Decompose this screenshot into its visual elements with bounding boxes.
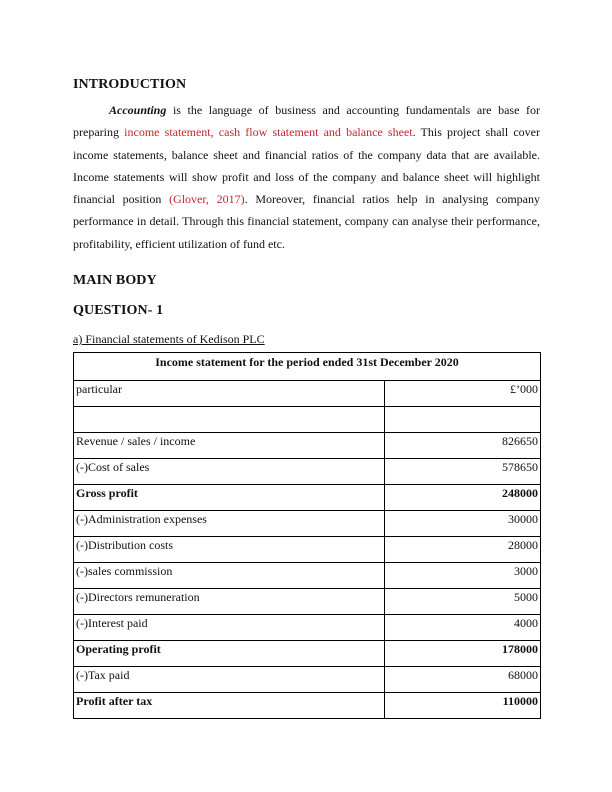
row-label xyxy=(74,407,385,433)
row-value: 578650 xyxy=(385,459,541,485)
row-value: 248000 xyxy=(385,485,541,511)
table-row xyxy=(74,641,541,667)
section-subheading: a) Financial statements of Kedison PLC xyxy=(73,332,265,346)
table-row xyxy=(74,485,541,511)
row-label: (-)Distribution costs xyxy=(74,537,385,563)
header-unit: £’000 xyxy=(385,381,541,407)
row-value: 3000 xyxy=(385,563,541,589)
row-label: (-)Cost of sales xyxy=(74,459,385,485)
row-label: Operating profit xyxy=(74,641,385,667)
table-row xyxy=(74,511,541,537)
row-value: 30000 xyxy=(385,511,541,537)
question-heading: QUESTION- 1 xyxy=(73,303,164,318)
main-body-heading: MAIN BODY xyxy=(73,273,157,288)
row-value: 28000 xyxy=(385,537,541,563)
row-label: Gross profit xyxy=(74,485,385,511)
row-value xyxy=(385,407,541,433)
row-label: (-)Administration expenses xyxy=(74,511,385,537)
table-title: Income statement for the period ended 31st December 2020 xyxy=(74,353,541,381)
row-label: Profit after tax xyxy=(74,693,385,719)
table-row xyxy=(74,459,541,485)
row-value: 5000 xyxy=(385,589,541,615)
table-row xyxy=(74,589,541,615)
introduction-heading: INTRODUCTION xyxy=(73,77,187,92)
row-label: Revenue / sales / income xyxy=(74,433,385,459)
table-row xyxy=(74,615,541,641)
table-title-row xyxy=(74,353,541,381)
table-row xyxy=(74,563,541,589)
income-statement-table xyxy=(73,352,541,719)
row-label: (-)Directors remuneration xyxy=(74,589,385,615)
row-value: 178000 xyxy=(385,641,541,667)
table-header-row xyxy=(74,381,541,407)
emphasis-accounting: Accounting xyxy=(109,103,167,117)
table-row xyxy=(74,433,541,459)
introduction-paragraph: Accounting is the language of business and accounting fundamentals are base for preparing income statement, cash flow statement and balance sheet. This project shall cover income statements, balance sheet and financial ratios of the company data that are available. Income statements will show profit and loss of the company and balance sheet will highlight financial position (Glover, 2017). Moreover, financial ratios help in analysing company performance in detail. Through this financial statement, company can analyse their performance, profitability, efficient utilization of fund etc. xyxy=(73,103,541,251)
row-value: 110000 xyxy=(385,693,541,719)
row-value: 826650 xyxy=(385,433,541,459)
table-row xyxy=(74,667,541,693)
header-particular: particular xyxy=(74,381,385,407)
row-value: 68000 xyxy=(385,667,541,693)
row-label: (-)sales commission xyxy=(74,563,385,589)
row-value: 4000 xyxy=(385,615,541,641)
row-label: (-)Interest paid xyxy=(74,615,385,641)
table-row xyxy=(74,537,541,563)
row-label: (-)Tax paid xyxy=(74,667,385,693)
citation: (Glover, 2017) xyxy=(169,192,245,207)
table-row xyxy=(74,693,541,719)
highlighted-phrase: income statement, cash flow statement and balance sheet xyxy=(124,125,413,140)
table-row xyxy=(74,407,541,433)
